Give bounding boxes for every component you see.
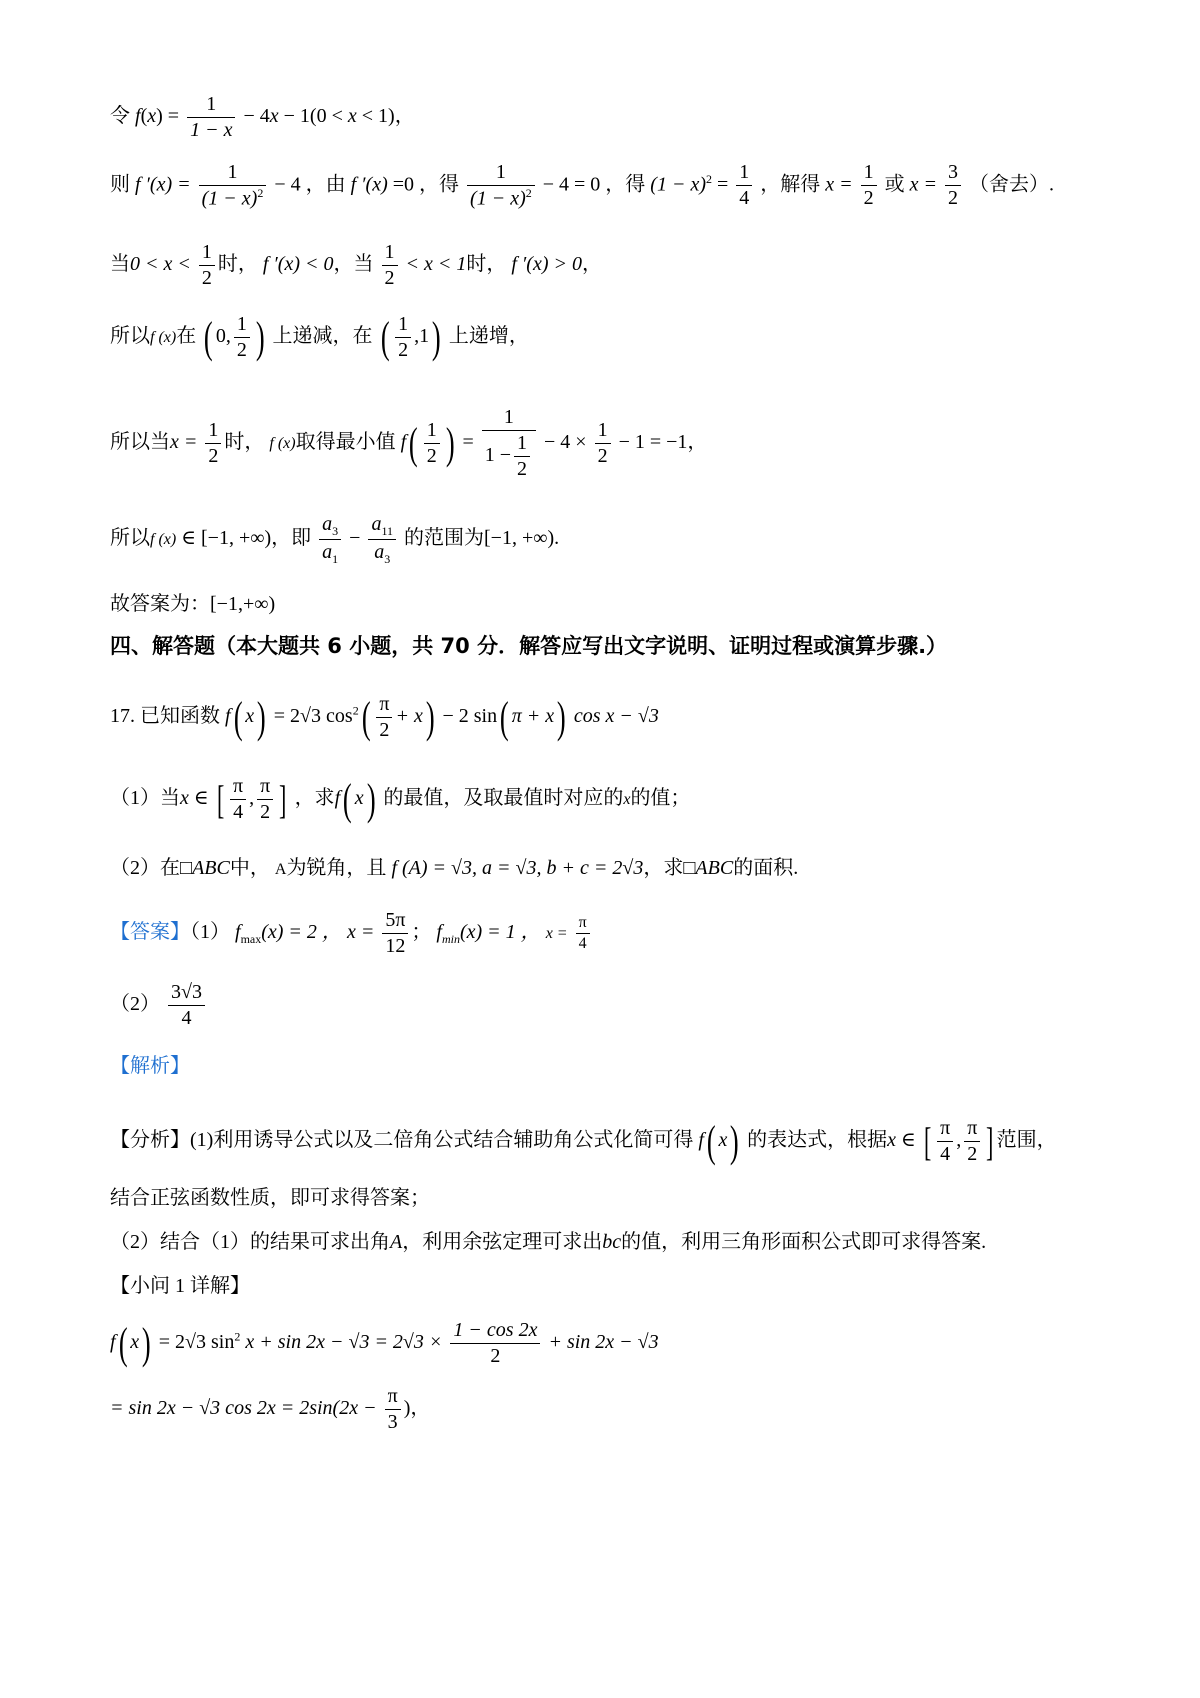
fraction: $\frac{1}{2}$ xyxy=(595,418,611,469)
fraction: $\frac{\pi}{4}$ xyxy=(230,774,246,825)
math-x: x xyxy=(147,105,157,128)
fraction: $\frac{\pi}{2}$ xyxy=(257,774,273,825)
fraction: $\frac{1}{2}$ xyxy=(199,240,215,291)
line-monotonic-cond: 当0 < x < $\frac{1}{2}$ 时， f ′(x) < 0，当 $\frac{1}{2}$ < x < 1时， f ′(x) > 0， xyxy=(110,241,602,289)
question-17-part-1: （1）当x ∈ [ $\frac{\pi}{4}$ , $\frac{\pi}{2}$ ] ，求f( x) 的最值，及取最值时对应的x的值； xyxy=(110,774,691,824)
analysis-line-3: （2）结合（1）的结果可求出角A，利用余弦定理可求出bc的值，利用三角形面积公式即可求得答案. xyxy=(110,1231,987,1253)
fraction: $\frac{1}{2}$ xyxy=(861,160,877,211)
answer-line-1: 【答案】（1） $f_{max}(x) = 2$ ， x = $\frac{5\pi}{12}$ ； $f_{min}(x) = 1$ ， x = $\frac{\pi}{4}$ xyxy=(110,908,593,959)
calc-line-2: = sin 2x − √3 cos 2x = 2sin(2x − $\frac{\pi}{3}$ )， xyxy=(110,1385,431,1433)
math-fprime: f ′(x) = xyxy=(135,173,191,196)
fraction: $\frac{1}{(1 - x)^2}$ xyxy=(467,160,535,212)
fraction: 1 1 − $\frac{1}{2}$ xyxy=(482,405,536,482)
answer-line-2: （2） $\frac{3√3}{4}$ xyxy=(110,980,208,1031)
fraction: $\frac{\pi}{4}$ xyxy=(576,913,590,954)
fraction: $\frac{1}{2}$ xyxy=(424,418,440,469)
line-monotonic-result: 所以f (x)在 ( 0, $\frac{1}{2}$ ) 上递减，在 ( $\frac{1}{2}$ ,1) 上递增， xyxy=(110,312,529,362)
fraction: $\frac{3}{2}$ xyxy=(945,160,961,211)
fraction: $\frac{1}{1 - x}$ xyxy=(187,92,235,143)
math-text: − 4 xyxy=(243,105,270,128)
subquestion-1-heading: 【小问 1 详解】 xyxy=(110,1275,250,1297)
math-eq: = xyxy=(167,105,180,128)
fraction: $\frac{1}{2}$ xyxy=(234,312,250,363)
fraction: $\frac{1}{4}$ xyxy=(736,160,752,211)
fraction: $\frac{\pi}{4}$ xyxy=(937,1116,953,1167)
math-text: < 1) xyxy=(361,105,395,128)
question-17: 17. 已知函数 f( x) = 2√3 $\cos^2$( $\frac{\pi}{2}$ + x) − 2 sin( π + x) cos x − √3 xyxy=(110,692,659,742)
fraction: $\frac{1 - \cos 2x}{2}$ xyxy=(450,1318,540,1369)
fraction: $\frac{5\pi}{12}$ xyxy=(382,908,408,959)
fraction: $\frac{1}{2}$ xyxy=(395,312,411,363)
section-heading: 四、解答题（本大题共 6 小题，共 70 分．解答应写出文字说明、证明过程或演算步骤.） xyxy=(110,634,948,658)
line-derivative: 则 f ′(x) = $\frac{1}{(1 - x)^2}$ − 4 ，由 f ′(x) =0 ，得 $\frac{1}{(1 - x)^2}$ − 4 = 0 ，得 $(1 - x)^2$ = $\frac{1}{4}$ ，解得 x = $\frac{1}{2}$ 或 x = $\frac{3}{2}$ （舍去）. xyxy=(110,161,1055,210)
fraction: $\frac{\pi}{2}$ xyxy=(964,1116,980,1167)
line-answer-16: 故答案为：[−1,+∞) xyxy=(110,593,276,615)
math-text: − 1(0 < xyxy=(283,105,343,128)
fraction: $\frac{3√3}{4}$ xyxy=(168,980,205,1031)
calc-line-1: f( x) = 2√3 $\sin^2 x + \sin 2x - √3 = 2√3$ × $\frac{1 - \cos 2x}{2}$ + sin 2x − √3 xyxy=(110,1318,659,1368)
line-minimum: 所以当x = $\frac{1}{2}$ 时， f (x)取得最小值 f( $\frac{1}{2}$ ) = 1 1 − $\frac{1}{2}$ − 4 × $\frac{1}{2}$ − 1 = −1， xyxy=(110,406,708,480)
fraction: $\frac{\pi}{2}$ xyxy=(376,692,392,743)
fraction: $\frac{1}{(1 - x)^2}$ xyxy=(199,160,267,212)
fraction: $\frac{1}{2}$ xyxy=(382,240,398,291)
fraction: $\frac{1}{2}$ xyxy=(514,431,530,482)
line-range: 所以f (x) ∈ [−1, +∞)，即 $\frac{a_3}{a_1}$ − $\frac{a_{11}}{a_3}$ 的范围为[−1, +∞). xyxy=(110,513,560,566)
fraction: $\frac{\pi}{3}$ xyxy=(385,1384,401,1435)
fraction: $\frac{1}{2}$ xyxy=(205,418,221,469)
analysis-line-1: 【分析】(1)利用诱导公式以及二倍角公式结合辅助角公式化简可得 f( x) 的表达式，根据x ∈ [ $\frac{\pi}{4}$ , $\frac{\pi}{2}$ ] 范围， xyxy=(110,1116,1057,1166)
question-17-part-2: （2）在□ABC中， A为锐角，且 f (A) = √3, a = √3, b + c = 2√3，求□ABC的面积. xyxy=(110,857,799,879)
analysis-tag: 【解析】 xyxy=(110,1055,190,1077)
line-define-f: 令 f(x) = $\frac{1}{1 - x}$ − 4x − 1(0 < x < 1)， xyxy=(110,93,415,141)
fraction: $\frac{a_3}{a_1}$ xyxy=(319,512,341,567)
analysis-line-2: 结合正弦函数性质，即可求得答案； xyxy=(110,1187,430,1209)
text: 令 xyxy=(110,105,130,128)
math-f: f xyxy=(135,105,141,128)
fraction: $\frac{a_{11}}{a_3}$ xyxy=(368,512,396,567)
answer-tag: 【答案】 xyxy=(110,921,190,944)
